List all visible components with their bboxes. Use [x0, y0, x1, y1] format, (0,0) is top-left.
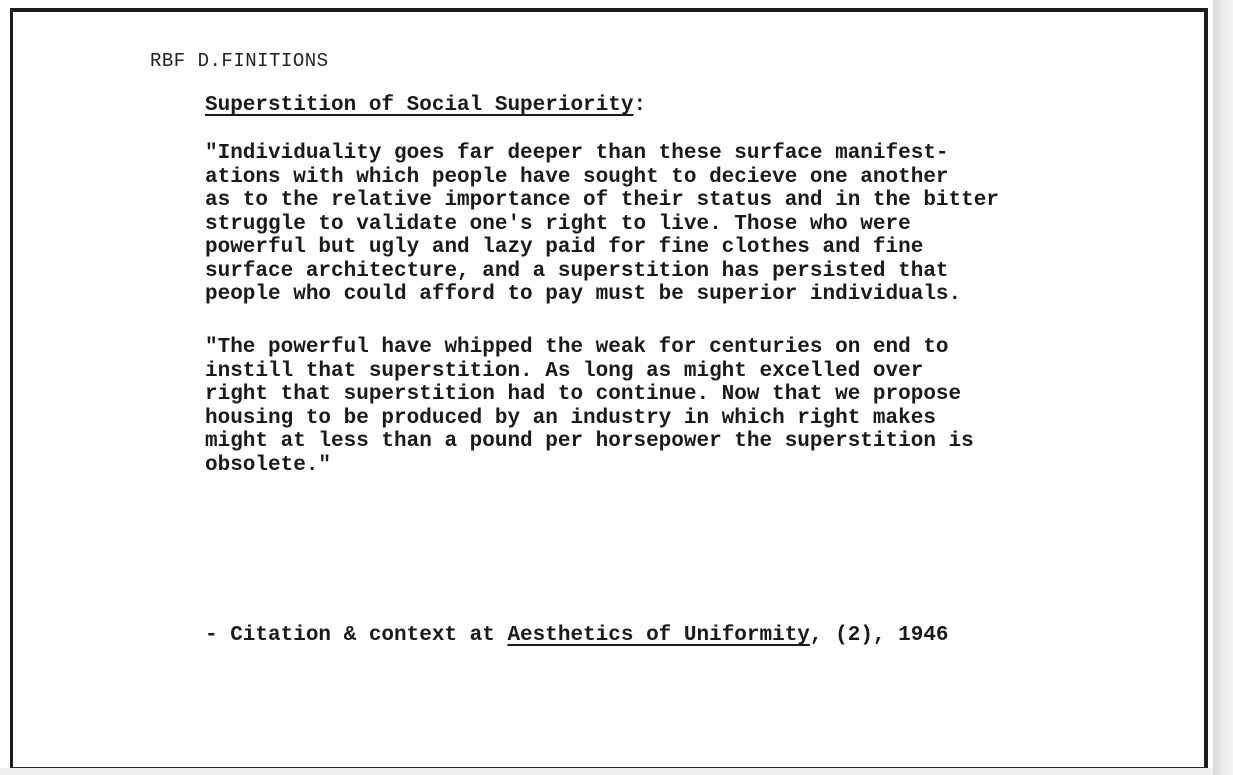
quote-paragraph-2: "The powerful have whipped the weak for centuries on end to instill that superstition. As long as might excelled over right that superstition had to continue. Now that we propose housing to be produced by an industry in which right makes might at less than a pound per horsepower the superstition is obsolete.": [205, 336, 974, 477]
scan-edge-right: [1213, 0, 1233, 775]
section-title: [205, 94, 646, 117]
citation-source: Aesthetics of Uniformity: [507, 624, 810, 647]
section-title-text: Superstition of Social Superiority: [205, 94, 634, 117]
quote-paragraph-1: "Individuality goes far deeper than these surface manifest- ations with which people have sought to decieve one another as to the relative importance of their status and in the bitter struggle to validate one's right to live. Those who were powerful but ugly and lazy paid for fine clothes and fine surface architecture, and a superstition has persisted that people who could afford to pay must be superior individuals.: [205, 142, 999, 306]
document-header: RBF D.FINITIONS: [150, 50, 329, 72]
citation-prefix: - Citation & context at: [205, 624, 508, 647]
scan-edge-bottom: [0, 768, 1213, 775]
section-title-colon: :: [633, 94, 647, 117]
citation-suffix: , (2), 1946: [809, 624, 949, 647]
citation-line: [205, 624, 949, 647]
